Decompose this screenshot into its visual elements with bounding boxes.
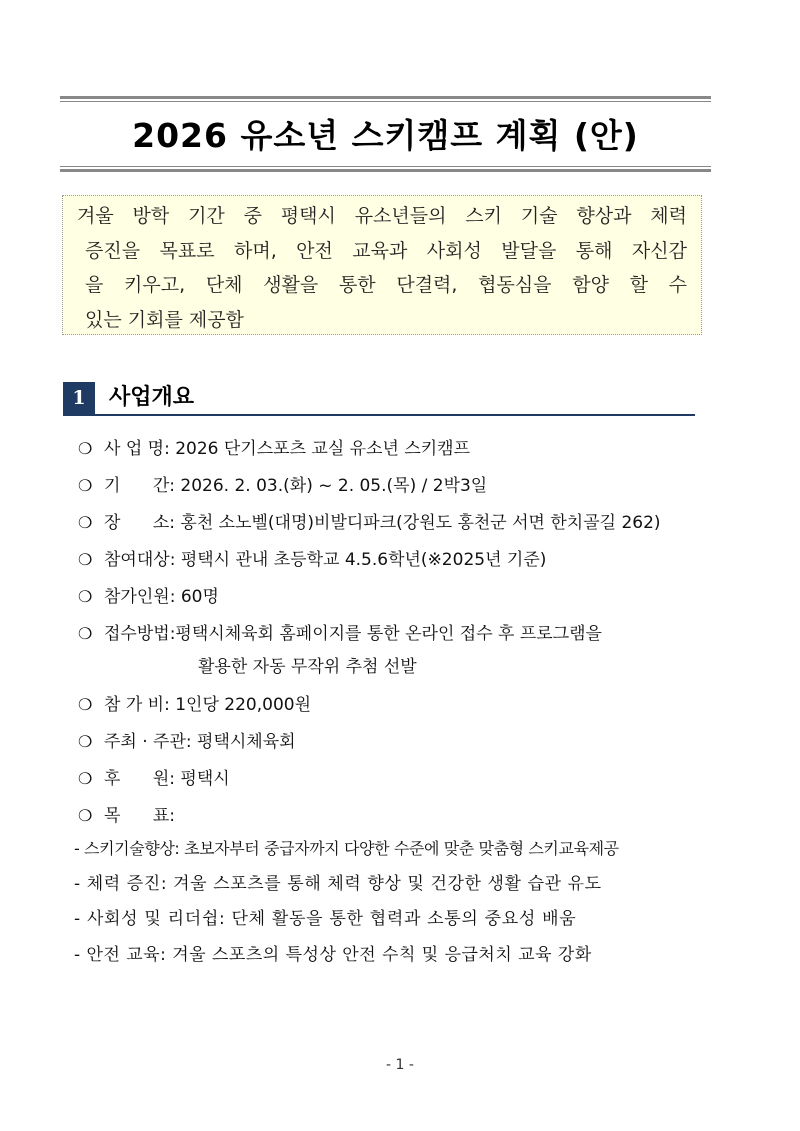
bullet-circle-icon: ❍: [78, 513, 93, 532]
title-rule-top: [60, 96, 711, 99]
document-title: 2026 유소년 스키캠프 계획 (안): [132, 116, 639, 155]
page-number: - 1 -: [386, 1057, 414, 1073]
list-item: [78, 729, 296, 755]
item-label: 기 간:: [104, 476, 175, 496]
list-item-continuation: [198, 654, 417, 680]
goal-item: - 사회성 및 리더쉽: 단체 활동을 통한 협력과 소통의 중요성 배움: [74, 909, 577, 929]
goal-item: - 안전 교육: 겨울 스포츠의 특성상 안전 수칙 및 응급처치 교육 강화: [74, 945, 592, 965]
list-item: [78, 692, 311, 718]
section-title: 사업개요: [109, 385, 195, 410]
bullet-circle-icon: ❍: [78, 695, 93, 714]
title-rule-bottom: [60, 169, 711, 172]
item-value: 60명: [175, 587, 219, 607]
item-value: 평택시체육회: [191, 732, 296, 752]
section-number: 1: [63, 382, 95, 414]
item-label: 주최 · 주관:: [104, 732, 192, 752]
item-label: 참여대상:: [104, 550, 176, 570]
item-label: 후 원:: [104, 769, 175, 789]
bullet-circle-icon: ❍: [78, 476, 93, 495]
item-value: 평택시: [175, 769, 230, 789]
item-value: 활용한 자동 무작위 추첨 선발: [198, 657, 417, 677]
bullet-circle-icon: ❍: [78, 550, 93, 569]
section-heading: [63, 382, 695, 418]
intro-line: 증진을 목표로 하며, 안전 교육과 사회성 발달을 통해 자신감: [85, 239, 687, 262]
item-value: 평택시체육회 홈페이지를 통한 온라인 접수 후 프로그램을: [175, 624, 602, 644]
item-label: 장 소:: [104, 513, 175, 533]
item-label: 목 표:: [104, 806, 175, 826]
item-value: 평택시 관내 초등학교 4.5.6학년(※2025년 기준): [175, 550, 547, 570]
bullet-circle-icon: ❍: [78, 439, 93, 458]
item-value: 2026. 2. 03.(화) ~ 2. 05.(목) / 2박3일: [175, 476, 488, 496]
list-item: [78, 473, 487, 499]
list-item: [78, 436, 470, 462]
section-rule: [63, 414, 695, 416]
item-value: 2026 단기스포츠 교실 유소년 스키캠프: [169, 439, 471, 459]
item-label: 참 가 비:: [104, 695, 170, 715]
item-label: 참가인원:: [104, 587, 176, 607]
item-label: 사 업 명:: [104, 439, 170, 459]
item-value: 홍천 소노벨(대명)비발디파크(강원도 홍천군 서면 한치골길 262): [175, 513, 661, 533]
goal-item: - 스키기술향상: 초보자부터 중급자까지 다양한 수준에 맞춘 맞춤형 스키교육제공: [74, 839, 619, 858]
list-item: [78, 510, 661, 536]
bullet-circle-icon: ❍: [78, 624, 93, 643]
item-label: 접수방법:: [104, 624, 176, 644]
intro-line: 있는 기회를 제공함: [85, 308, 244, 331]
list-item: [78, 803, 175, 829]
intro-line: 겨울 방학 기간 중 평택시 유소년들의 스키 기술 향상과 체력: [77, 205, 687, 227]
goal-item: - 체력 증진: 겨울 스포츠를 통해 체력 향상 및 건강한 생활 습관 유도: [74, 874, 602, 894]
bullet-circle-icon: ❍: [78, 806, 93, 825]
bullet-circle-icon: ❍: [78, 769, 93, 788]
list-item: [78, 584, 219, 610]
list-item: [78, 547, 546, 573]
title-block: [60, 96, 711, 172]
bullet-circle-icon: ❍: [78, 732, 93, 751]
title-rule-top-thin: [60, 101, 711, 102]
bullet-circle-icon: ❍: [78, 587, 93, 606]
item-value: 1인당 220,000원: [169, 695, 312, 715]
title-rule-bottom-thin: [60, 166, 711, 167]
intro-box: [62, 195, 702, 335]
list-item: [78, 621, 602, 647]
list-item: [78, 766, 230, 792]
intro-line: 을 키우고, 단체 생활을 통한 단결력, 협동심을 함양 할 수: [85, 274, 687, 296]
